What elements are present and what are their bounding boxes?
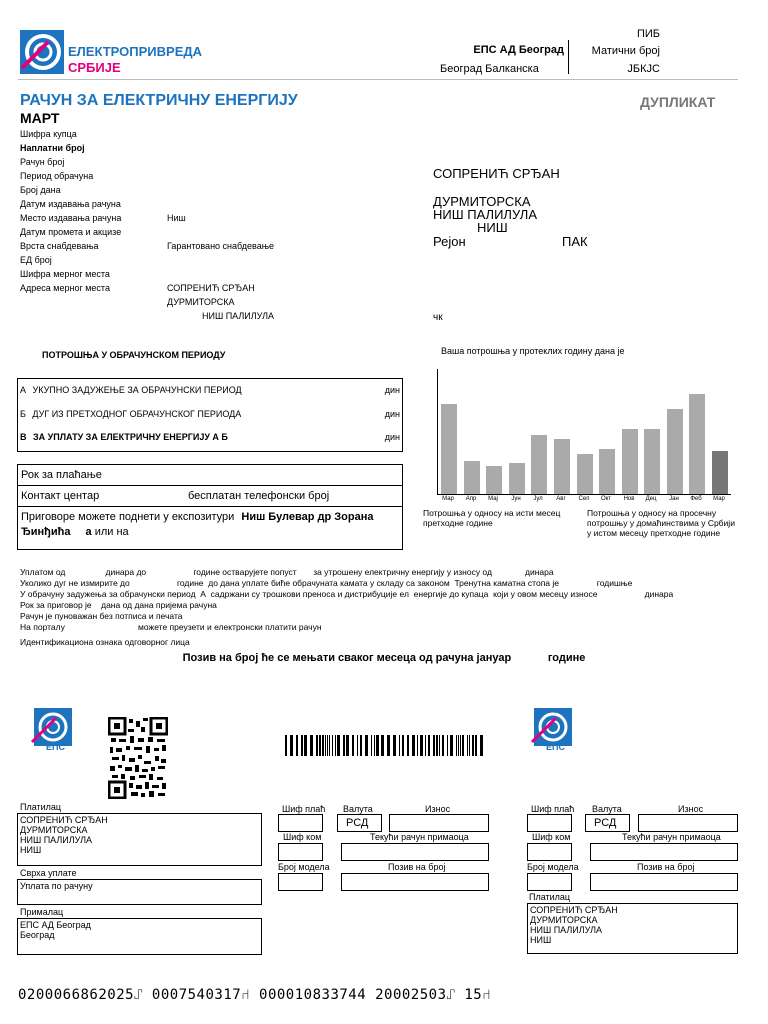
invoice-title: РАЧУН ЗА ЕЛЕКТРИЧНУ ЕНЕРГИЈУ — [20, 92, 298, 109]
contact-label: Контакт центар — [21, 490, 100, 502]
total-row-c — [20, 432, 400, 443]
chart-bar — [712, 451, 728, 494]
chart-tick-label: Сеп — [578, 496, 590, 502]
duplicate-label: ДУПЛИКАТ — [640, 94, 716, 110]
chart-bar — [531, 435, 547, 494]
recipient-label: Прималац — [20, 907, 64, 917]
barcode-bar — [360, 735, 362, 756]
customer-city2: НИШ — [477, 220, 508, 235]
field-label: Број дана — [20, 185, 61, 195]
field-label: Адреса мерног места — [20, 283, 110, 293]
note-line: Уплатом од динара до године остварујете попуст за утрошену електричну енергију у износу од динара — [20, 567, 554, 577]
barcode-bar — [316, 735, 318, 756]
field-label: ЕД број — [20, 255, 52, 265]
barcode-bar — [428, 735, 430, 756]
invoice-month: МАРТ — [20, 110, 60, 126]
chart-bar — [622, 429, 638, 494]
barcode-bar — [365, 735, 368, 756]
barcode-bar — [285, 735, 287, 756]
field-label: Врста снабдевања — [20, 241, 99, 251]
sif-plac-label: Шиф плаћ — [531, 804, 575, 814]
barcode-bar — [322, 735, 324, 756]
barcode-icon — [285, 735, 485, 756]
chart-tick-label: Феб — [690, 496, 702, 502]
barcode-bar — [399, 735, 400, 756]
reference-notice: Позив на број ће се мењати сваког месеца од рачуна јануар године — [182, 652, 586, 664]
poziv-input[interactable] — [590, 873, 738, 891]
due-label: Рок за плаћање — [21, 469, 102, 481]
chart-bar — [441, 404, 457, 494]
barcode-bar — [290, 735, 293, 756]
chart-tick-label: Мар — [442, 496, 454, 502]
note-line: У обрачуну задужења за обрачунски период А садржани су трошкови преноса и дистрибуције ел енергије до купаца који у овом месецу износе динара — [20, 589, 674, 599]
field-label: Наплатни број — [20, 143, 85, 153]
chart-tick-label: Апр — [465, 496, 477, 502]
sif-plac-input[interactable] — [527, 814, 572, 832]
chart-bar — [577, 454, 593, 494]
barcode-bar — [456, 735, 457, 756]
barcode-bar — [402, 735, 404, 756]
sif-kom-label: Шиф ком — [532, 832, 571, 842]
barcode-bar — [310, 735, 313, 756]
meter-address-line2: ДУРМИТОРСКА — [167, 297, 235, 307]
chart-bar — [599, 449, 615, 494]
amount-input[interactable] — [389, 814, 489, 832]
currency-value: РСД — [346, 817, 369, 829]
purpose-box — [17, 879, 262, 905]
barcode-bar — [472, 735, 474, 756]
barcode-bar — [329, 735, 330, 756]
complaints-rest: или на — [94, 526, 129, 538]
purpose-value: Уплата по рачуну — [20, 881, 93, 891]
complaints-office: Ниш Булевар др Зорана — [241, 511, 374, 523]
barcode-bar — [319, 735, 321, 756]
barcode-bar — [460, 735, 461, 756]
info-divider — [18, 485, 402, 486]
barcode-bar — [425, 735, 426, 756]
chart-bars — [438, 369, 731, 494]
sif-plac-label: Шиф плаћ — [282, 804, 326, 814]
sif-kom-input[interactable] — [527, 843, 572, 861]
payer-label: Платилац — [20, 802, 62, 812]
poziv-label: Позив на број — [388, 862, 446, 872]
field-label: Период обрачуна — [20, 171, 94, 181]
account-input[interactable] — [590, 843, 738, 861]
ocr-line: 0200066862025⑀ 0007540317⑁ 000010833744 20002503⑀ 15⑁ — [18, 987, 492, 1003]
barcode-bar — [335, 735, 336, 756]
total-text: ДУГ ИЗ ПРЕТХОДНОГ ОБРАЧУНСКОГ ПЕРИОДА — [32, 409, 242, 419]
barcode-bar — [469, 735, 470, 756]
customer-street: ДУРМИТОРСКА — [433, 194, 531, 209]
sif-kom-input[interactable] — [278, 843, 323, 861]
total-prefix: Б — [20, 409, 26, 419]
barcode-bar — [436, 735, 438, 756]
chart-bar — [509, 463, 525, 494]
company-address: Београд Балканска — [440, 63, 539, 75]
chart-bar — [554, 439, 570, 494]
region-label: Рејон — [433, 234, 466, 249]
chart-tick-label: Дец — [645, 496, 657, 502]
barcode-bar — [393, 735, 396, 756]
barcode-bar — [374, 735, 375, 756]
logo-line2: СРБИЈЕ — [68, 60, 121, 75]
pib-label: ПИБ — [636, 28, 660, 40]
purpose-label: Сврха уплате — [20, 868, 77, 878]
jbkjc-label: ЈБКЈС — [627, 63, 660, 75]
sif-plac-input[interactable] — [278, 814, 323, 832]
field-label: Датум издавања рачуна — [20, 199, 121, 209]
field-value: Гарантовано снабдевање — [167, 241, 275, 251]
barcode-bar — [346, 735, 349, 756]
barcode-bar — [462, 735, 464, 756]
recipient-box — [17, 918, 262, 955]
field-value: Ниш — [167, 213, 186, 223]
iznos-label: Износ — [678, 804, 704, 814]
payer-value: СОПРЕНИЋ СРЂАН ДУРМИТОРСКА НИШ ПАЛИЛУЛА НИШ — [20, 815, 108, 855]
currency-input[interactable] — [337, 814, 382, 832]
chart-note-right: Потрошња у односу на просечну потрошњу у домаћинствима у Србији у истом месецу претходне године — [587, 508, 735, 538]
info-divider — [18, 506, 402, 507]
barcode-bar — [296, 735, 298, 756]
total-unit: дин — [384, 385, 400, 395]
payer-label: Платилац — [529, 892, 571, 902]
consumption-title: ПОТРОШЊА У ОБРАЧУНСКОМ ПЕРИОДУ — [42, 350, 226, 360]
barcode-bar — [327, 735, 328, 756]
model-input[interactable] — [527, 873, 572, 891]
ident-label: Идентификациона ознака одговорног лица — [20, 637, 190, 647]
total-row-a — [20, 385, 400, 396]
chart-title: Ваша потрошња у протеклих годину дана је — [441, 346, 625, 356]
logo-line1: ЕЛЕКТРОПРИВРЕДА — [68, 44, 203, 59]
field-label: Шифра купца — [20, 129, 77, 139]
payer-box — [17, 813, 262, 866]
customer-city: НИШ ПАЛИЛУЛА — [433, 207, 537, 222]
iznos-label: Износ — [425, 804, 451, 814]
valuta-label: Валута — [592, 804, 622, 814]
barcode-bar — [442, 735, 444, 756]
poziv-label: Позив на број — [637, 862, 695, 872]
chart-bar — [464, 461, 480, 494]
eps-logo — [18, 28, 218, 80]
valuta-label: Валута — [343, 804, 373, 814]
note-line: Рачун је пуноважан без потписа и печата — [20, 611, 183, 621]
complaints-office-2: Ђинђића — [21, 526, 71, 538]
model-input[interactable] — [278, 873, 323, 891]
field-label: Место издавања рачуна — [20, 213, 122, 223]
chart-bar — [486, 466, 502, 494]
total-text: УКУПНО ЗАДУЖЕЊЕ ЗА ОБРАЧУНСКИ ПЕРИОД — [32, 385, 242, 395]
chart-note-left: Потрошња у односу на исти месец претходне године — [423, 508, 561, 528]
barcode-bar — [332, 735, 333, 756]
header-rule — [18, 79, 738, 80]
total-unit: дин — [384, 409, 400, 419]
barcode-bar — [447, 735, 448, 756]
total-prefix: А — [20, 385, 27, 395]
recipient-value: ЕПС АД Београд Београд — [20, 920, 91, 940]
model-label: Број модела — [278, 862, 330, 872]
customer-name: СОПРЕНИЋ СРЂАН — [433, 166, 560, 181]
complaints-line1 — [21, 511, 401, 524]
amount-input[interactable] — [638, 814, 738, 832]
barcode-bar — [417, 735, 418, 756]
contact-value: бесплатан телефонски број — [188, 490, 330, 502]
account-input[interactable] — [341, 843, 489, 861]
barcode-bar — [304, 735, 307, 756]
barcode-bar — [450, 735, 453, 756]
barcode-bar — [357, 735, 358, 756]
barcode-bar — [387, 735, 390, 756]
info-box — [17, 464, 403, 550]
barcode-bar — [371, 735, 372, 756]
chart-tick-label: Јул — [533, 496, 543, 502]
barcode-bar — [433, 735, 435, 756]
chart-tick-label: Мај — [488, 496, 498, 502]
note-line: На порталу можете преузети и електронски платити рачун — [20, 622, 322, 632]
chart-bar — [667, 409, 683, 494]
barcode-bar — [467, 735, 468, 756]
meter-address-line3: НИШ ПАЛИЛУЛА — [202, 311, 274, 321]
model-label: Број модела — [527, 862, 579, 872]
barcode-bar — [480, 735, 483, 756]
barcode-bar — [325, 735, 326, 756]
barcode-bar — [301, 735, 303, 756]
total-prefix: В — [20, 432, 27, 442]
field-label: Рачун број — [20, 157, 65, 167]
company-name: ЕПС АД Београд — [473, 44, 564, 56]
barcode-bar — [343, 735, 345, 756]
complaints-line2 — [21, 526, 129, 539]
payer-box-right — [527, 903, 738, 954]
account-label: Текући рачун примаоца — [370, 832, 469, 842]
complaints-a: а — [85, 526, 92, 538]
note-line: Уколико дуг не измирите до године до дана уплате биће обрачуната камата у складу са законом Тренутна каматна стопа је годишње — [20, 578, 633, 588]
poziv-input[interactable] — [341, 873, 489, 891]
chart-tick-label: Окт — [600, 496, 612, 502]
header-divider — [568, 40, 569, 74]
chart-bar — [689, 394, 705, 494]
chart-tick-label: Јан — [669, 496, 679, 502]
consumption-chart — [437, 369, 731, 495]
chart-bar — [644, 429, 660, 494]
chart-tick-label: Мар — [713, 496, 725, 502]
currency-value: РСД — [594, 817, 617, 829]
payer-value: СОПРЕНИЋ СРЂАН ДУРМИТОРСКА НИШ ПАЛИЛУЛА НИШ — [530, 905, 618, 945]
barcode-bar — [352, 735, 354, 756]
field-value: СОПРЕНИЋ СРЂАН — [167, 283, 255, 293]
complaints-text: Приговоре можете поднети у експозитури — [21, 511, 235, 523]
total-text: ЗА УПЛАТУ ЗА ЕЛЕКТРИЧНУ ЕНЕРГИЈУ А Б — [33, 432, 228, 442]
barcode-bar — [458, 735, 459, 756]
qr-code-icon — [108, 717, 168, 799]
barcode-bar — [412, 735, 415, 756]
account-label: Текући рачун примаоца — [622, 832, 721, 842]
barcode-bar — [337, 735, 340, 756]
barcode-bar — [420, 735, 423, 756]
ck-label: чк — [433, 312, 443, 323]
eps-emblem-icon — [18, 28, 66, 78]
chart-tick-label: Нов — [623, 496, 635, 502]
totals-box — [17, 378, 403, 452]
currency-input[interactable] — [585, 814, 630, 832]
note-line: Рок за приговор је дана од дана пријема рачуна — [20, 600, 217, 610]
barcode-bar — [381, 735, 384, 756]
barcode-bar — [439, 735, 440, 756]
field-label: Датум промета и акцизе — [20, 227, 122, 237]
chart-ticks — [437, 496, 730, 506]
chart-tick-label: Јун — [511, 496, 521, 502]
barcode-bar — [475, 735, 477, 756]
barcode-bar — [376, 735, 379, 756]
maticni-label: Матични број — [591, 45, 660, 57]
slip-logo-text: ЕПС — [546, 742, 565, 752]
slip-logo-text: ЕПС — [46, 742, 65, 752]
pak-label: ПАК — [562, 234, 588, 249]
chart-tick-label: Авг — [556, 496, 566, 502]
total-unit: дин — [384, 432, 400, 442]
field-label: Шифра мерног места — [20, 269, 110, 279]
barcode-bar — [407, 735, 409, 756]
sif-kom-label: Шиф ком — [283, 832, 322, 842]
total-row-b — [20, 409, 400, 420]
